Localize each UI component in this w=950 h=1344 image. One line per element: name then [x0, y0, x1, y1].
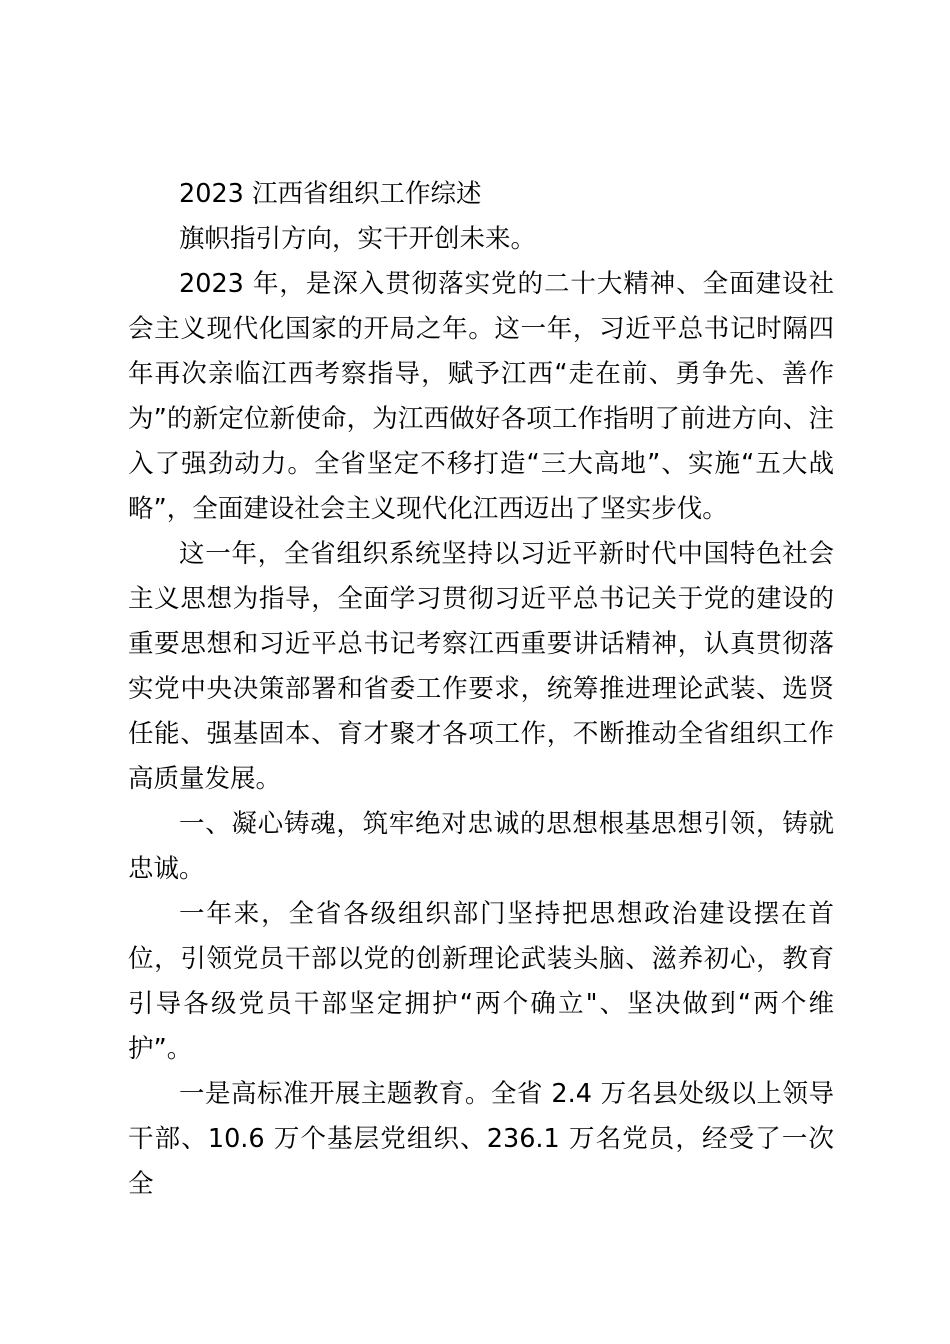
document-subtitle: 旗帜指引方向，实干开创未来。	[179, 224, 537, 254]
section-heading-1: 一、凝心铸魂，筑牢绝对忠诚的思想根基思想引领，铸就忠诚。	[128, 809, 834, 884]
paragraph-overview: 这一年，全省组织系统坚持以习近平新时代中国特色社会主义思想为指导，全面学习贯彻习近平总书记关于党的建设的重要思想和习近平总书记考察江西重要讲话精神，认真贯彻落实党中央决策部署和省委工作要求，统筹推进理论武装、选贤任能、强基固本、育才聚才各项工作，不断推动全省组织工作高质量发展。	[128, 539, 834, 794]
document-title: 2023 江西省组织工作综述	[179, 179, 482, 209]
paragraph-section-1: 一年来，全省各级组织部门坚持把思想政治建设摆在首位，引领党员干部以党的创新理论武装头脑、滋养初心，教育引导各级党员干部坚定拥护“两个确立"、坚决做到“两个维护”。	[128, 899, 834, 1064]
paragraph-theme-education: 一是高标准开展主题教育。全省 2.4 万名县处级以上领导干部、10.6 万个基层党组织、236.1 万名党员，经受了一次全	[128, 1079, 834, 1199]
paragraph-intro: 2023 年，是深入贯彻落实党的二十大精神、全面建设社会主义现代化国家的开局之年。这一年，习近平总书记时隔四年再次亲临江西考察指导，赋予江西“走在前、勇争先、善作为”的新定位新使命，为江西做好各项工作指明了前进方向、注入了强劲动力。全省坚定不移打造“三大高地”、实施“五大战略”，全面建设社会主义现代化江西迈出了坚实步伐。	[128, 269, 834, 524]
document-body	[128, 172, 834, 1207]
